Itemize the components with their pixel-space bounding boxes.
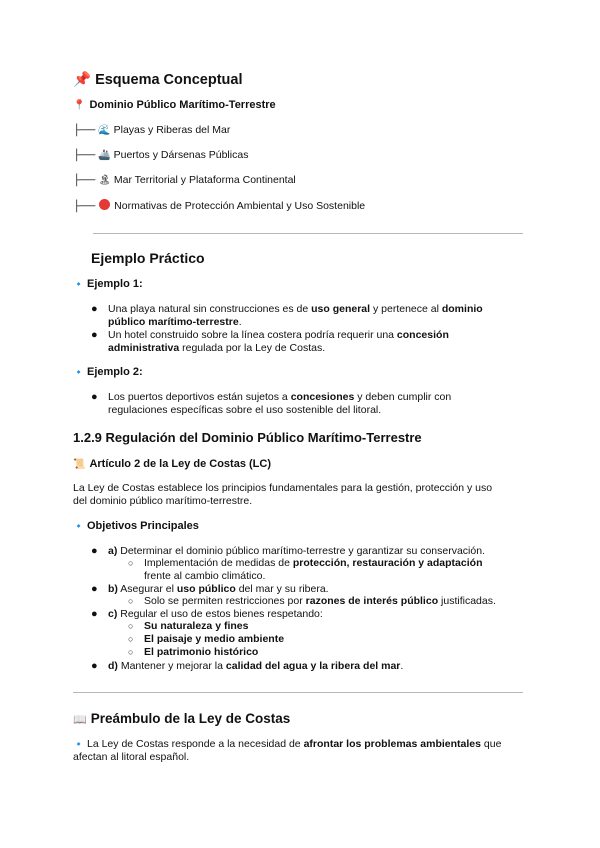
bullet-icon: ●	[91, 608, 98, 620]
ejemplo1-bullet2: Un hotel construido sobre la línea costera podría requerir una concesión administrativa regulada por la Ley de Costas.	[108, 329, 449, 354]
esquema-heading: 📌 Esquema Conceptual	[73, 72, 243, 88]
open-book-icon: 📖	[73, 714, 87, 726]
round-pushpin-icon: 📍	[73, 100, 86, 111]
divider	[73, 692, 523, 693]
circle-bullet-icon: ○	[128, 596, 134, 606]
scroll-icon: 📜	[73, 459, 86, 470]
bullet-icon: ●	[91, 391, 98, 403]
objetivo-b-sub: Solo se permiten restricciones por razones de interés público justificadas.	[144, 595, 496, 607]
objetivo-c: c) Regular el uso de estos bienes respetando:	[108, 608, 323, 620]
circle-bullet-icon: ○	[128, 558, 134, 568]
tree-item: ├── 🚢 Puertos y Dársenas Públicas	[73, 149, 249, 161]
diamond-bullet-icon: 🔹	[73, 367, 85, 377]
red-circle-icon	[99, 199, 110, 210]
tree-item: ├── 🏝 Mar Territorial y Plataforma Continental	[73, 174, 296, 186]
circle-bullet-icon: ○	[128, 647, 134, 657]
objetivo-a: a) Determinar el dominio público marítimo-terrestre y garantizar su conservación.	[108, 545, 485, 557]
objetivo-c-sub: El patrimonio histórico	[144, 646, 259, 658]
objetivo-a-sub: Implementación de medidas de protección, restauración y adaptación frente al cambio climático.	[144, 557, 483, 582]
bullet-icon: ●	[91, 583, 98, 595]
island-icon: 🏝	[98, 175, 111, 186]
diamond-bullet-icon: 🔹	[73, 279, 85, 289]
diamond-bullet-icon: 🔹	[73, 521, 85, 531]
objetivo-b: b) Asegurar el uso público del mar y su ribera.	[108, 583, 329, 595]
esquema-root: 📍 Dominio Público Marítimo-Terrestre	[73, 99, 276, 111]
diamond-bullet-icon: 🔹	[73, 739, 85, 749]
ejemplo2-label: 🔹 Ejemplo 2:	[73, 366, 143, 378]
bullet-icon: ●	[91, 545, 98, 557]
wave-icon: 🌊	[98, 125, 111, 136]
bullet-icon: ●	[91, 329, 98, 341]
ejemplo-heading: Ejemplo Práctico	[91, 250, 205, 266]
divider	[93, 233, 523, 234]
bullet-icon: ●	[91, 660, 98, 672]
preambulo-text: 🔹 La Ley de Costas responde a la necesidad de afrontar los problemas ambientales que afectan al litoral español.	[73, 738, 502, 763]
objetivos-heading: 🔹 Objetivos Principales	[73, 520, 199, 532]
regulacion-intro: La Ley de Costas establece los principios fundamentales para la gestión, protección y uso del dominio público marítimo-terrestre.	[73, 482, 493, 507]
objetivo-c-sub: Su naturaleza y fines	[144, 620, 249, 632]
articulo-heading: 📜 Artículo 2 de la Ley de Costas (LC)	[73, 458, 271, 470]
pushpin-icon: 📌	[73, 72, 92, 88]
circle-bullet-icon: ○	[128, 634, 134, 644]
circle-bullet-icon: ○	[128, 621, 134, 631]
objetivo-c-sub: El paisaje y medio ambiente	[144, 633, 285, 645]
tree-item: ├── Normativas de Protección Ambiental y Uso Sostenible	[73, 200, 366, 212]
objetivo-d: d) Mantener y mejorar la calidad del agua y la ribera del mar.	[108, 660, 404, 672]
preambulo-heading: 📖 Preámbulo de la Ley de Costas	[73, 711, 291, 726]
ejemplo1-label: 🔹 Ejemplo 1:	[73, 278, 143, 290]
bullet-icon: ●	[91, 303, 98, 315]
ejemplo2-bullet1: Los puertos deportivos están sujetos a concesiones y deben cumplir con regulaciones específicas sobre el uso sostenible del litoral.	[108, 391, 452, 416]
ship-icon: 🚢	[98, 150, 111, 161]
regulacion-heading: 1.2.9 Regulación del Dominio Público Marítimo-Terrestre	[73, 430, 422, 445]
tree-item: ├── 🌊 Playas y Riberas del Mar	[73, 124, 231, 136]
ejemplo1-bullet1: Una playa natural sin construcciones es de uso general y pertenece al dominio público marítimo-terrestre.	[108, 303, 483, 328]
